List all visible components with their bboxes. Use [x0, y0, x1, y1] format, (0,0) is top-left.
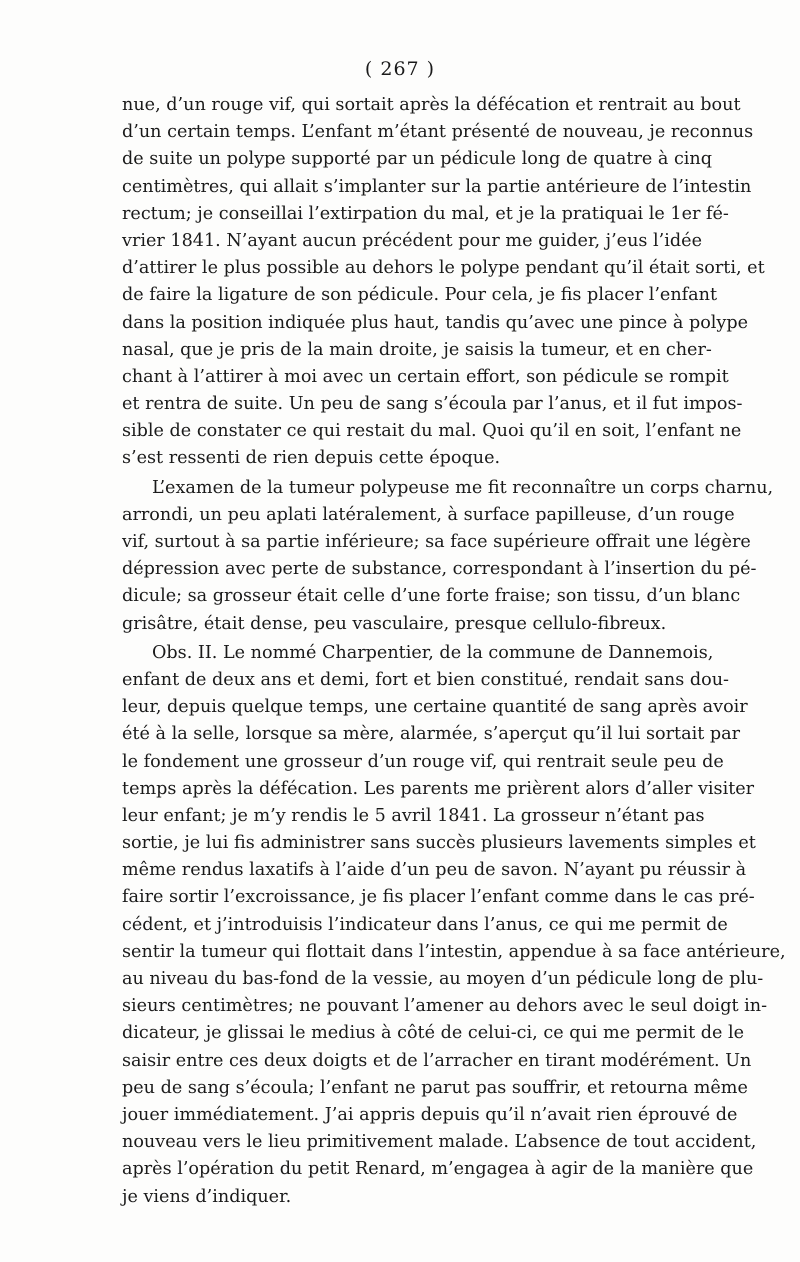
page-number: ( 267 ) [364, 58, 436, 80]
text-line: vrier 1841. N’ayant aucun précédent pour me guider, j’eus l’idée [122, 230, 702, 251]
text-line: sortie, je lui fis administrer sans succès plusieurs lavements simples et [122, 833, 756, 854]
text-line: nasal, que je pris de la main droite, je saisis la tumeur, et en cher- [122, 339, 712, 360]
text-line: de faire la ligature de son pédicule. Pour cela, je fis placer l’enfant [122, 285, 718, 306]
paragraph-first-line: L’examen de la tumeur polypeuse me fit reconnaître un corps charnu, [152, 477, 774, 498]
text-line: même rendus laxatifs à l’aide d’un peu de savon. N’ayant pu réussir à [122, 860, 747, 881]
text-line: de suite un polype supporté par un pédicule long de quatre à cinq [122, 149, 713, 170]
text-line: d’attirer le plus possible au dehors le polype pendant qu’il était sorti, et [122, 258, 765, 279]
body-text [122, 92, 786, 1211]
observation-heading-line: Obs. II. Le nommé Charpentier, de la commune de Dannemois, [152, 642, 714, 663]
text-line: rectum; je conseillai l’extirpation du mal, et je la pratiquai le 1er fé- [122, 203, 729, 224]
text-line: grisâtre, était dense, peu vasculaire, presque cellulo-fibreux. [122, 613, 667, 634]
text-line: je viens d’indiquer. [122, 1186, 292, 1207]
text-line: dans la position indiquée plus haut, tandis qu’avec une pince à polype [122, 312, 749, 333]
text-line: sieurs centimètres; ne pouvant l’amener au dehors avec le seul doigt in- [122, 996, 768, 1017]
text-line: été à la selle, lorsque sa mère, alarmée, s’aperçut qu’il lui sortait par [122, 724, 741, 745]
text-line: leur, depuis quelque temps, une certaine quantité de sang après avoir [122, 697, 748, 718]
text-line: chant à l’attirer à moi avec un certain effort, son pédicule se rompit [122, 366, 729, 387]
text-line: temps après la défécation. Les parents me prièrent alors d’aller visiter [122, 778, 755, 799]
text-line: d’un certain temps. L’enfant m’étant présenté de nouveau, je reconnus [122, 122, 754, 143]
text-line: dicateur, je glissai le medius à côté de celui-ci, ce qui me permit de le [122, 1023, 745, 1044]
text-line: nouveau vers le lieu primitivement malade. L’absence de tout accident, [122, 1132, 757, 1153]
text-line: leur enfant; je m’y rendis le 5 avril 1841. La grosseur n’étant pas [122, 805, 705, 826]
text-line: saisir entre ces deux doigts et de l’arracher en tirant modérément. Un [122, 1050, 752, 1071]
text-line: dépression avec perte de substance, correspondant à l’insertion du pé- [122, 559, 757, 580]
text-line: s’est ressenti de rien depuis cette époque. [122, 448, 501, 469]
text-line: et rentra de suite. Un peu de sang s’écoula par l’anus, et il fut impos- [122, 394, 743, 415]
text-line: jouer immédiatement. J’ai appris depuis qu’il n’avait rien éprouvé de [122, 1104, 738, 1125]
text-line: arrondi, un peu aplati latéralement, à surface papilleuse, d’un rouge [122, 504, 735, 525]
text-line: faire sortir l’excroissance, je fis placer l’enfant comme dans le cas pré- [122, 887, 755, 908]
text-line: au niveau du bas-fond de la vessie, au moyen d’un pédicule long de plu- [122, 969, 764, 989]
text-line: cédent, et j’introduisis l’indicateur dans l’anus, ce qui me permit de [122, 914, 728, 935]
text-line: le fondement une grosseur d’un rouge vif, qui rentrait seule peu de [122, 751, 724, 772]
text-line: dicule; sa grosseur était celle d’une forte fraise; son tissu, d’un blanc [122, 586, 741, 607]
text-line: sible de constater ce qui restait du mal. Quoi qu’il en soit, l’enfant ne [122, 421, 742, 442]
text-line: nue, d’un rouge vif, qui sortait après la défécation et rentrait au bout [122, 95, 741, 115]
text-line: centimètres, qui allait s’implanter sur la partie antérieure de l’intestin [122, 176, 752, 197]
text-line: sentir la tumeur qui flottait dans l’intestin, appendue à sa face antérieure, [122, 941, 786, 962]
text-line: après l’opération du petit Renard, m’engagea à agir de la manière que [122, 1159, 754, 1180]
text-line: enfant de deux ans et demi, fort et bien constitué, rendait sans dou- [122, 669, 729, 690]
text-line: peu de sang s’écoula; l’enfant ne parut pas souffrir, et retourna même [122, 1077, 748, 1098]
text-line: vif, surtout à sa partie inférieure; sa face supérieure offrait une légère [122, 532, 751, 552]
